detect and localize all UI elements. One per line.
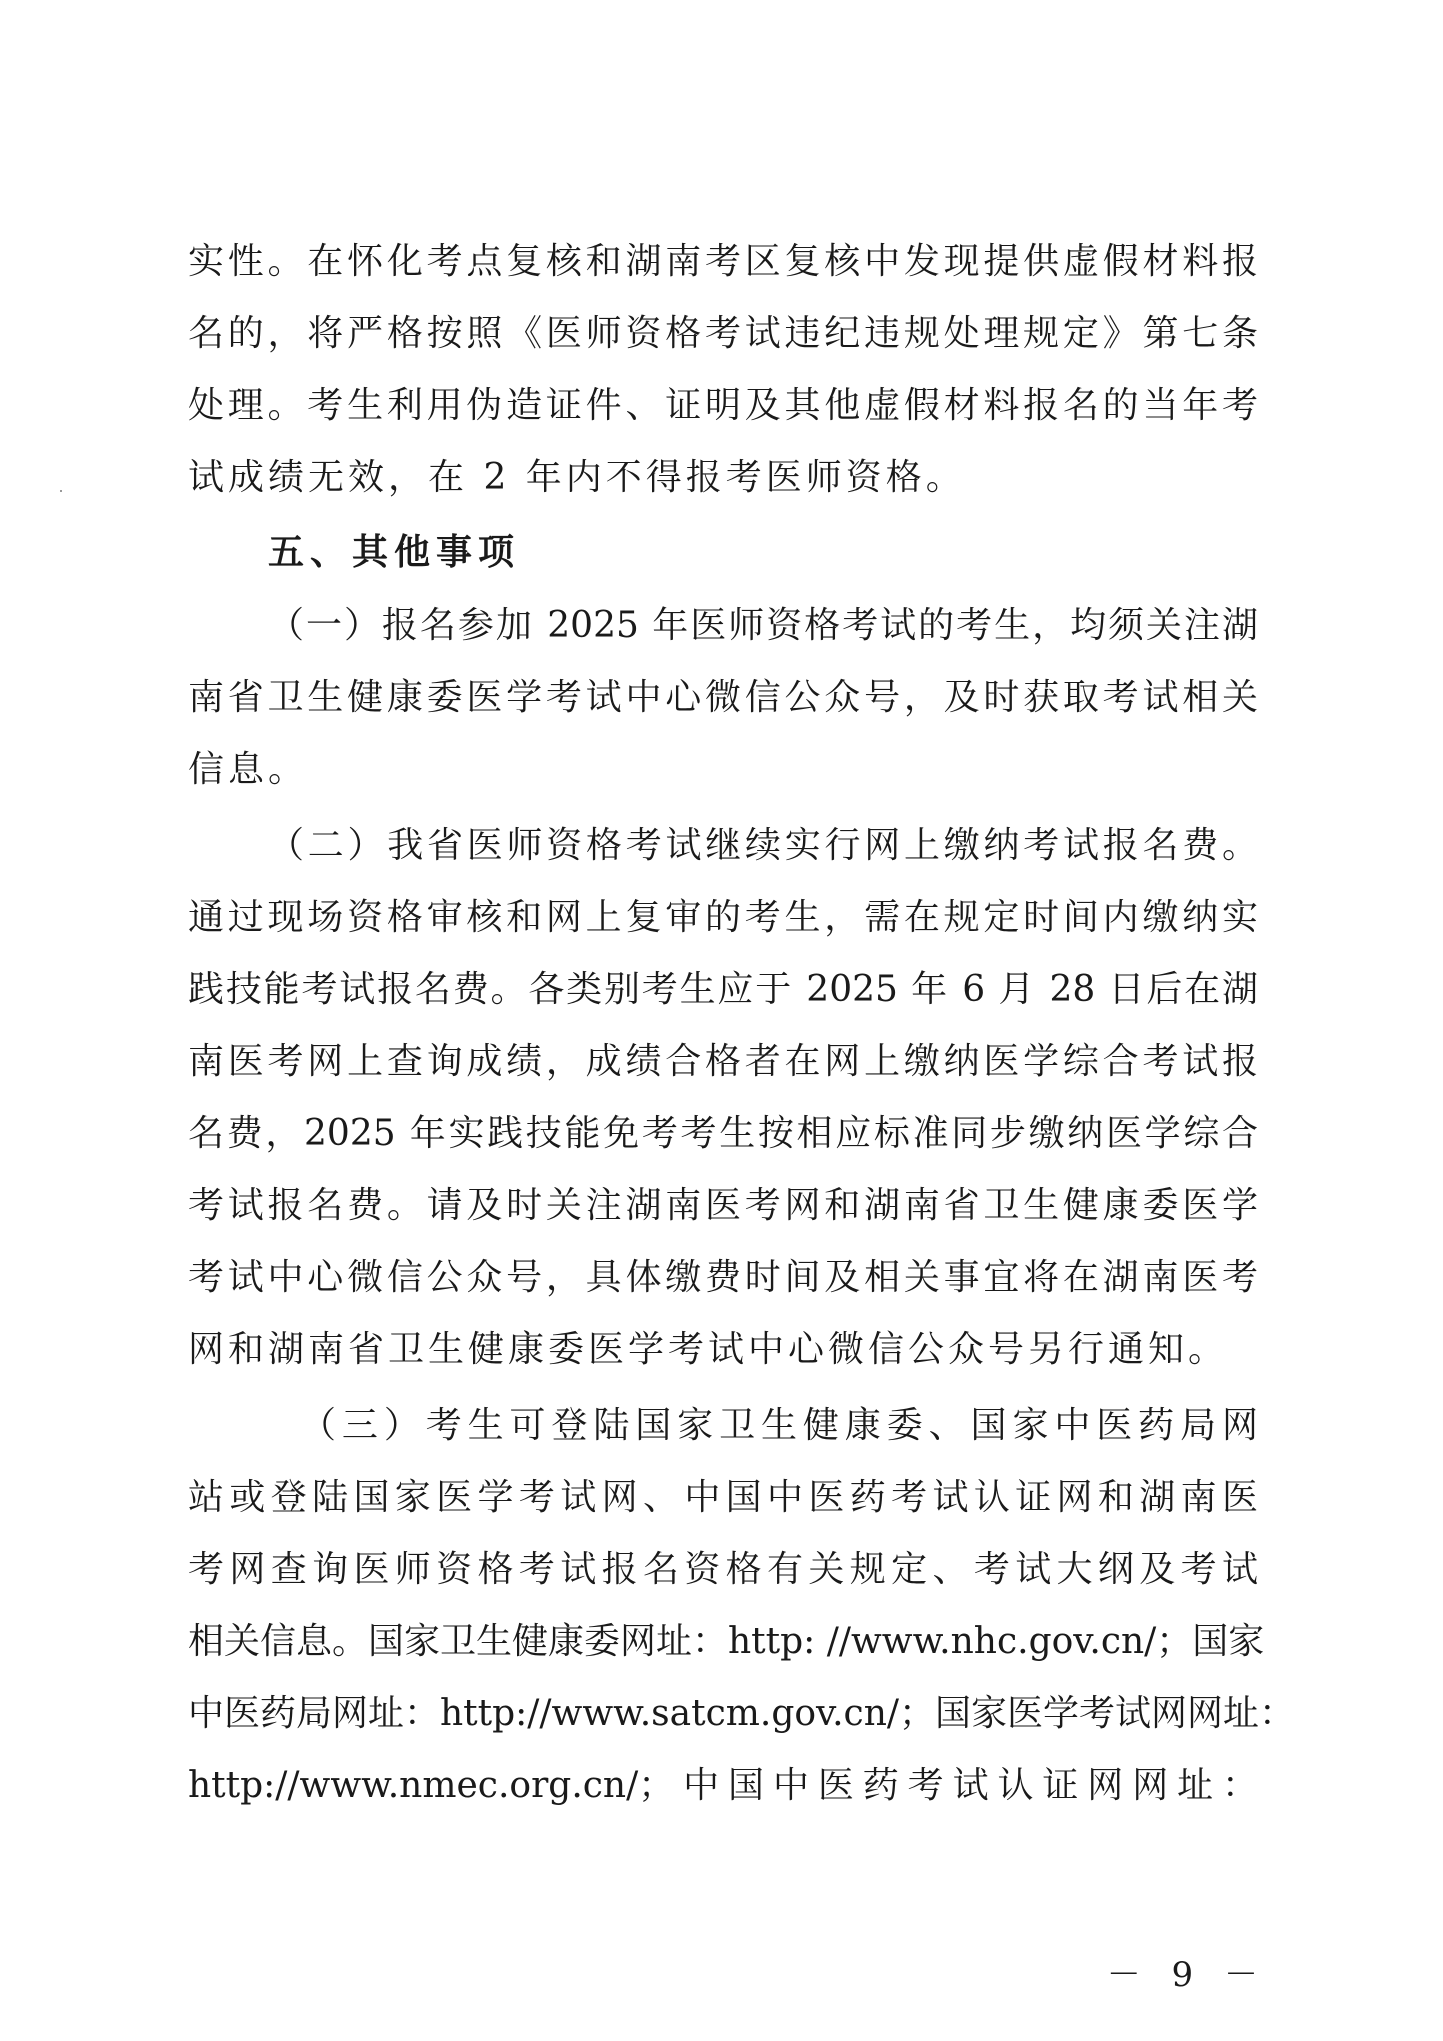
scan-speck (60, 490, 62, 492)
item-two-line-4: 南医考网上查询成绩，成绩合格者在网上缴纳医学综合考试报 (188, 1041, 1258, 1082)
item-three-line-2: 站或登陆国家医学考试网、中国中医药考试认证网和湖南医 (188, 1477, 1258, 1518)
item-two-line-8: 网和湖南省卫生健康委医学考试中心微信公众号另行通知。 (188, 1329, 1229, 1370)
paragraph-line-4: 试成绩无效，在 2 年内不得报考医师资格。 (188, 457, 966, 498)
item-one-line-3: 信息。 (188, 749, 309, 790)
section-heading: 五、其他事项 (268, 531, 521, 573)
item-three-line-6: http://www.nmec.org.cn/；中国中医药考试认证网网址： (188, 1765, 1258, 1806)
paragraph-line-2: 名的，将严格按照《医师资格考试违纪违规处理规定》第七条 (188, 313, 1258, 354)
paragraph-line-1: 实性。在怀化考点复核和湖南考区复核中发现提供虚假材料报 (188, 241, 1258, 282)
item-two-line-6: 考试报名费。请及时关注湖南医考网和湖南省卫生健康委医学 (188, 1185, 1258, 1226)
item-three-line-3: 考网查询医师资格考试报名资格有关规定、考试大纲及考试 (188, 1549, 1258, 1590)
page-number: － 9 － (1106, 1955, 1268, 1995)
item-three-line-5: 中医药局网址：http://www.satcm.gov.cn/；国家医学考试网网址： (188, 1693, 1296, 1734)
item-three-line-1: （三）考生可登陆国家卫生健康委、国家中医药局网 (300, 1405, 1258, 1446)
item-one-line-1: （一）报名参加 2025 年医师资格考试的考生，均须关注湖 (268, 605, 1258, 646)
item-three-line-4: 相关信息。国家卫生健康委网址：http: //www.nhc.gov.cn/；国家 (188, 1621, 1265, 1662)
item-two-line-5: 名费，2025 年实践技能免考考生按相应标准同步缴纳医学综合 (188, 1113, 1258, 1154)
item-one-line-2: 南省卫生健康委医学考试中心微信公众号，及时获取考试相关 (188, 677, 1258, 718)
paragraph-line-3: 处理。考生利用伪造证件、证明及其他虚假材料报名的当年考 (188, 385, 1258, 426)
item-two-line-7: 考试中心微信公众号，具体缴费时间及相关事宜将在湖南医考 (188, 1257, 1258, 1298)
item-two-line-2: 通过现场资格审核和网上复审的考生，需在规定时间内缴纳实 (188, 897, 1258, 938)
item-two-line-1: （二）我省医师资格考试继续实行网上缴纳考试报名费。 (268, 825, 1258, 866)
item-two-line-3: 践技能考试报名费。各类别考生应于 2025 年 6 月 28 日后在湖 (188, 969, 1258, 1010)
